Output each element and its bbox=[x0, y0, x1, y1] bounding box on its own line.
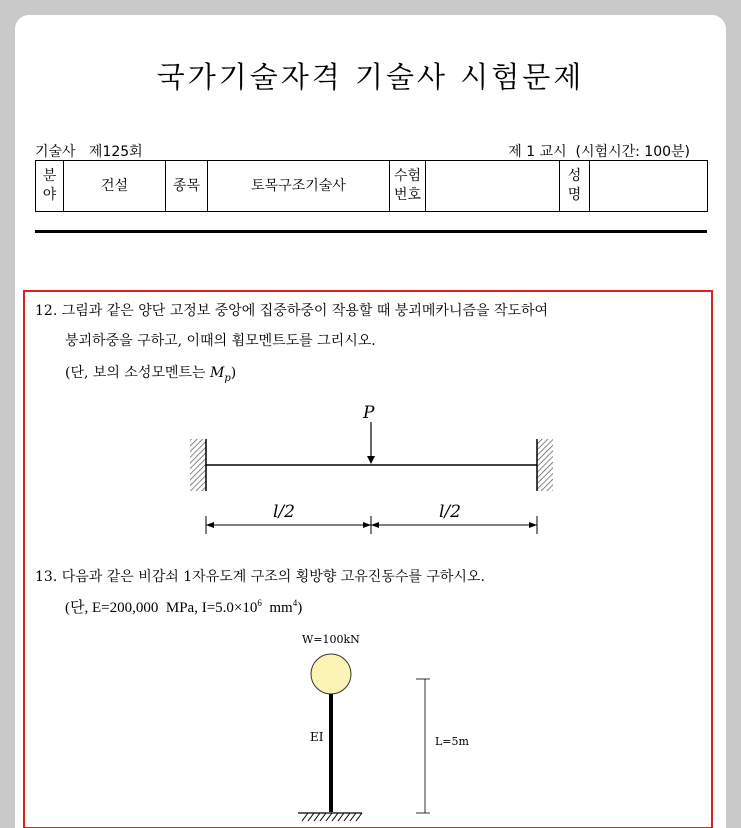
q13-column-figure bbox=[280, 627, 540, 827]
q12-note bbox=[65, 362, 236, 384]
q12-note-math: M bbox=[209, 365, 225, 381]
dim-arrow bbox=[371, 522, 379, 528]
name-field[interactable] bbox=[590, 161, 708, 212]
ei-label: EI bbox=[310, 730, 324, 744]
questions-box bbox=[23, 290, 713, 828]
right-span-label: l/2 bbox=[439, 502, 461, 522]
q12-text-line1: 12. 그림과 같은 양단 고정보 중앙에 집중하중이 작용할 때 붕괴메카니즘을 작도하여 bbox=[35, 303, 549, 319]
q13-note bbox=[65, 596, 302, 617]
session-label: 제 1 교시 (시험시간: 100분) bbox=[508, 144, 690, 160]
load-arrow-head bbox=[367, 456, 375, 464]
exam-title: 국가기술자격 기술사 시험문제 bbox=[156, 60, 585, 94]
exam-round-label: 기술사 제125회 bbox=[35, 144, 143, 160]
dim-arrow bbox=[529, 522, 537, 528]
candidate-info-table bbox=[35, 160, 708, 212]
q13-note-c: ) bbox=[297, 600, 303, 616]
exam-number-field[interactable] bbox=[426, 161, 560, 212]
q12-fixed-beam-figure bbox=[175, 404, 575, 554]
header-divider bbox=[35, 230, 707, 233]
q13-note-sup2: 4 bbox=[292, 598, 298, 608]
right-fixed-support bbox=[537, 439, 553, 491]
q13-note-b: mm bbox=[261, 600, 293, 616]
q12-text-line2: 붕괴하중을 구하고, 이때의 휨모멘트도를 그리시오. bbox=[65, 333, 376, 349]
exam-sheet bbox=[15, 15, 726, 828]
category-value: 토목구조기술사 bbox=[208, 161, 390, 212]
category-label: 종목 bbox=[166, 161, 208, 212]
dim-arrow bbox=[206, 522, 214, 528]
left-span-label: l/2 bbox=[273, 502, 295, 522]
weight-label: W=100kN bbox=[302, 633, 360, 646]
q12-note-end: ) bbox=[230, 365, 237, 381]
load-label: P bbox=[363, 404, 375, 423]
q12-note-sub: p bbox=[224, 372, 231, 384]
q12-note-text: (단, 보의 소성모멘트는 bbox=[65, 365, 210, 381]
dim-arrow bbox=[363, 522, 371, 528]
length-label: L=5m bbox=[435, 735, 469, 748]
q13-note-sup1: 6 bbox=[257, 598, 262, 608]
q13-note-a: (단, E=200,000 MPa, I=5.0×10 bbox=[65, 600, 258, 616]
q13-text-line1: 13. 다음과 같은 비감쇠 1자유도계 구조의 횡방향 고유진동수를 구하시오. bbox=[35, 569, 485, 585]
field-value: 건설 bbox=[64, 161, 166, 212]
field-label: 분 야 bbox=[36, 161, 64, 212]
lumped-mass bbox=[311, 654, 351, 694]
left-fixed-support bbox=[190, 439, 206, 491]
ground-hatch bbox=[302, 813, 362, 821]
name-label: 성 명 bbox=[560, 161, 590, 212]
exam-number-label: 수험 번호 bbox=[390, 161, 426, 212]
